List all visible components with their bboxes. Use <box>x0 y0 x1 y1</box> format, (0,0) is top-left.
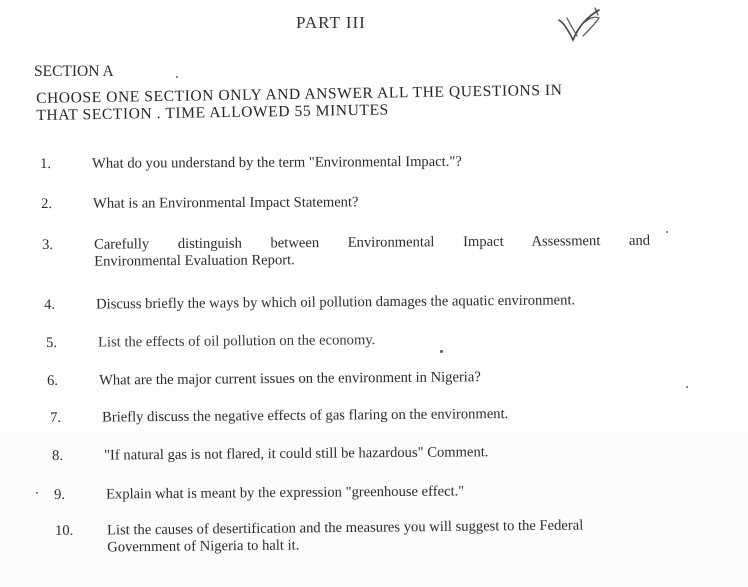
question-text: "If natural gas is not flared, it could still be hazardous" Comment. <box>103 444 489 464</box>
question-number: 3. <box>42 236 54 253</box>
question-text: What is an Environmental Impact Statement? <box>92 194 359 212</box>
question-item <box>52 443 652 464</box>
question-number: 2. <box>41 195 53 212</box>
question-text: List the effects of oil pollution on the economy. <box>97 332 376 351</box>
question-number: 6. <box>47 372 59 389</box>
question-text <box>94 233 650 271</box>
scan-speck <box>36 492 38 494</box>
instructions-line-1: CHOOSE ONE SECTION ONLY AND ANSWER ALL THE QUESTIONS IN <box>36 81 563 107</box>
question-item <box>42 232 682 270</box>
question-item <box>40 153 640 172</box>
question-number: 7. <box>50 409 62 426</box>
question-number: 8. <box>52 447 64 464</box>
part-title: PART III <box>296 13 366 32</box>
checkmark-tick-icon <box>555 6 605 46</box>
question-text-line-1: List the causes of desertification and the measures you will suggest to the Federal <box>106 517 584 539</box>
question-text-line-1: Carefully distinguish between Environmental Impact Assessment and <box>93 232 651 253</box>
question-text <box>107 516 677 556</box>
instructions <box>36 80 676 124</box>
question-item <box>50 405 650 426</box>
question-number: 4. <box>44 296 56 313</box>
question-text: Briefly discuss the negative effects of gas flaring on the environment. <box>101 406 509 426</box>
scan-speck <box>686 386 688 388</box>
question-item <box>44 291 684 313</box>
question-text: Explain what is meant by the expression "greenhouse effect." <box>105 483 465 503</box>
question-item <box>46 330 646 351</box>
question-text: What do you understand by the term "Environmental Impact."? <box>91 153 462 172</box>
scan-speck <box>666 231 668 233</box>
question-item <box>47 368 647 389</box>
question-item <box>41 193 641 212</box>
question-number: 1. <box>40 155 52 172</box>
scan-speck <box>440 350 443 353</box>
question-text: What are the major current issues on the environment in Nigeria? <box>98 369 481 389</box>
question-number: 10. <box>55 522 74 539</box>
question-item <box>54 482 654 503</box>
question-text: Discuss briefly the ways by which oil pollution damages the aquatic environment. <box>95 292 576 313</box>
scan-speck <box>176 76 178 78</box>
section-label: SECTION A <box>34 63 114 80</box>
instructions-line-2: THAT SECTION . TIME ALLOWED 55 MINUTES <box>36 101 389 124</box>
question-number: 9. <box>54 486 66 503</box>
question-item <box>55 516 695 556</box>
question-number: 5. <box>46 334 58 351</box>
question-text-line-2: Government of Nigeria to halt it. <box>107 537 300 556</box>
question-text-line-2: Environmental Evaluation Report. <box>94 252 295 270</box>
